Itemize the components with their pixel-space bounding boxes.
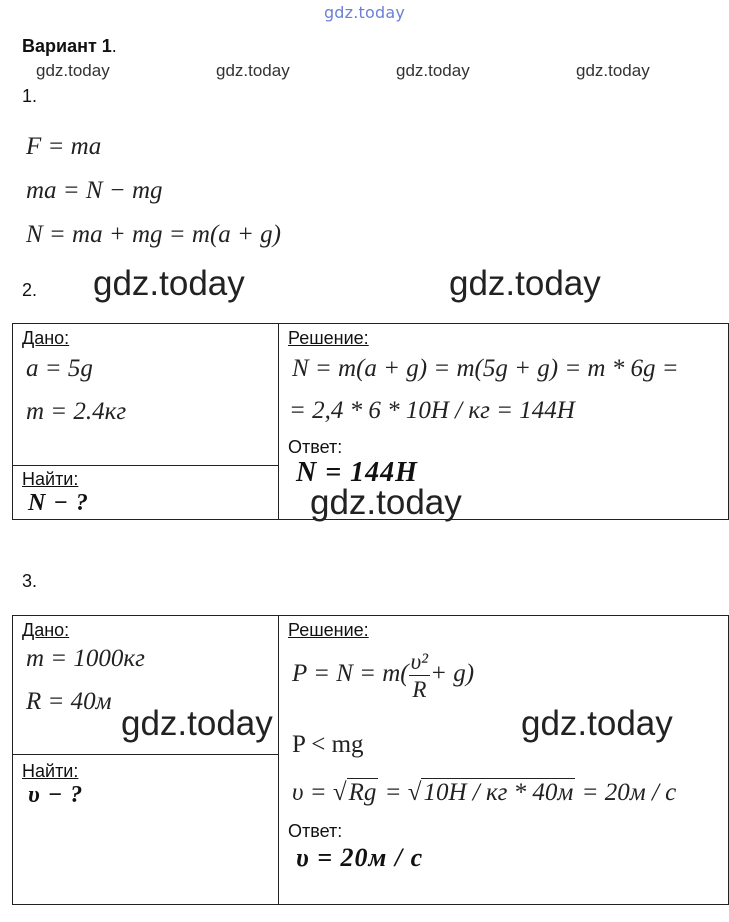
problem-2-answer: N = 144H: [296, 457, 418, 488]
problem-2-answer-label: Ответ:: [288, 437, 343, 457]
problem-2-find-label: Найти:: [22, 469, 79, 489]
fraction-denominator: R: [412, 677, 427, 702]
fraction-numerator: υ²: [410, 649, 429, 674]
problem-3-formula: [292, 650, 474, 701]
problem-3-answer: υ = 20м / с: [296, 843, 424, 872]
watermark-small: gdz.today: [36, 61, 110, 80]
problem-3-find-label: Найти:: [22, 761, 79, 781]
problem-3-number: 3.: [22, 571, 38, 591]
problem-3-condition-text: P < mg: [292, 731, 364, 758]
sqrt-sign-icon: √: [332, 779, 347, 806]
problem-1-line-1: F = ma: [26, 133, 102, 160]
problem-2-given-label: Дано:: [22, 328, 70, 348]
problem-2-given-1: a = 5g: [26, 355, 93, 382]
problem-3-velocity: [292, 778, 676, 807]
fraction: [409, 650, 430, 701]
problem-3-solution-label: Решение:: [288, 620, 369, 640]
sqrt-1: Rg: [348, 779, 377, 806]
problem-3-formula-right: + g): [430, 660, 475, 688]
velocity-suffix: = 20м / с: [575, 779, 677, 806]
problem-3-formula-left: P = N = m(: [292, 660, 409, 688]
problem-3-condition: [292, 731, 364, 759]
watermark-big: gdz.today: [521, 704, 673, 743]
velocity-mid: =: [378, 779, 408, 806]
problem-3-given-1: m = 1000кг: [26, 645, 145, 672]
page-title: [22, 36, 117, 57]
watermark-big: gdz.today: [310, 483, 462, 522]
problem-1-line-3: N = ma + mg = m(a + g): [26, 221, 281, 248]
sqrt-sign-icon: √: [407, 779, 422, 806]
problem-2-solution-2: = 2,4 * 6 * 10H / кг = 144H: [289, 397, 575, 424]
problem-2-solution-1: N = m(a + g) = m(5g + g) = m * 6g =: [292, 355, 679, 382]
watermark-big: gdz.today: [449, 264, 601, 303]
watermark-small: gdz.today: [576, 61, 650, 80]
problem-2-number: 2.: [22, 280, 38, 300]
problem-1-number: 1.: [22, 86, 38, 106]
problem-1-line-2: ma = N − mg: [26, 177, 163, 204]
problem-2-given-2: m = 2.4кг: [26, 398, 127, 425]
watermark-small: gdz.today: [216, 61, 290, 80]
velocity-prefix: υ =: [292, 779, 333, 806]
problem-3-given-label: Дано:: [22, 620, 70, 640]
watermark-big: gdz.today: [121, 704, 273, 743]
watermark-top: gdz.today: [323, 3, 406, 22]
problem-2-solution-label: Решение:: [288, 328, 369, 348]
title-dot: .: [111, 36, 117, 56]
problem-3-answer-label: Ответ:: [288, 821, 343, 841]
sqrt-2: 10H / кг * 40м: [423, 779, 574, 806]
problem-3-find: υ − ?: [28, 782, 84, 808]
watermark-small: gdz.today: [396, 61, 470, 80]
problem-3-given-2: R = 40м: [26, 688, 112, 715]
watermark-big: gdz.today: [93, 264, 245, 303]
problem-2-find: N − ?: [28, 490, 89, 516]
title-text: Вариант 1: [22, 36, 112, 56]
